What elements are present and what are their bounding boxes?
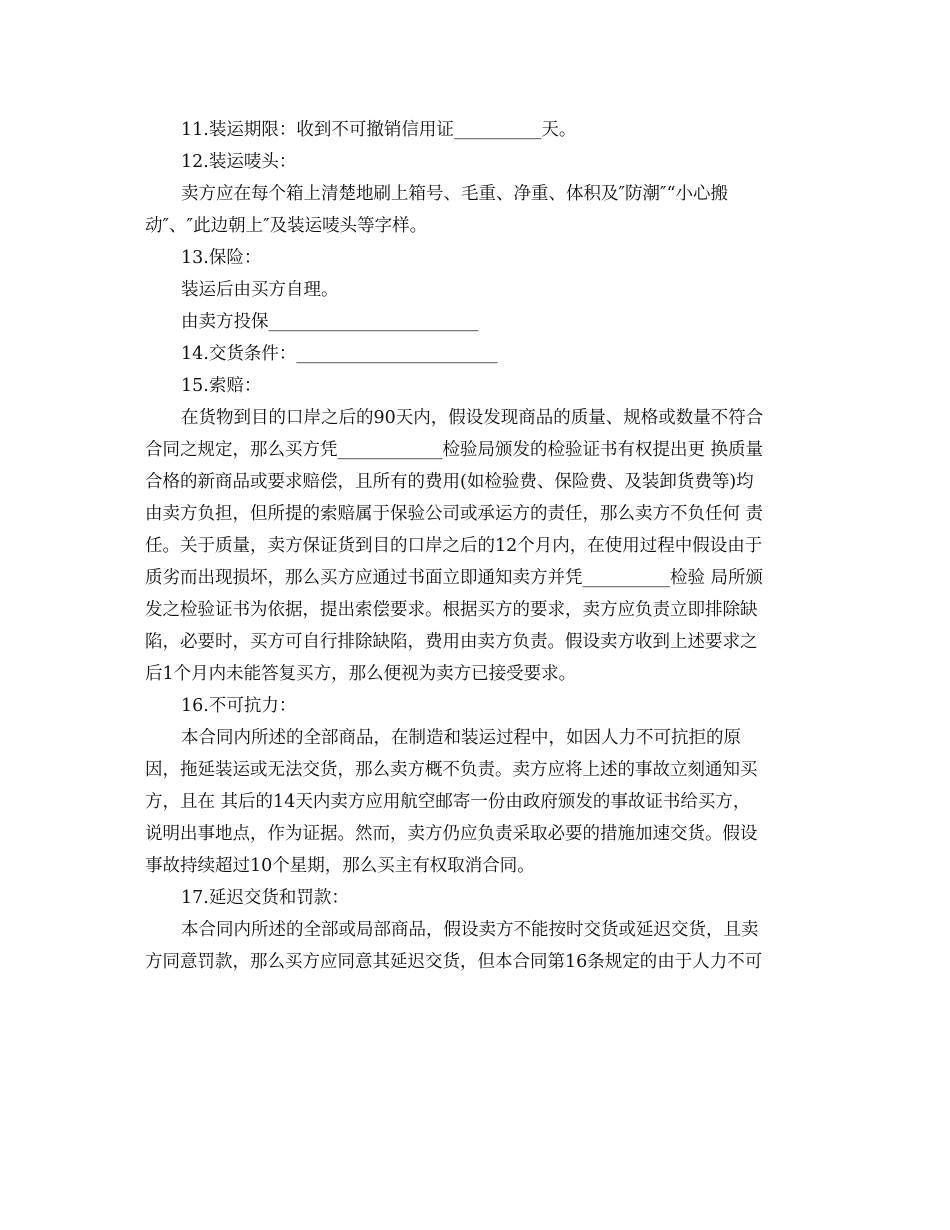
text-line: 方，且在 其后的14天内卖方应用航空邮寄一份由政府颁发的事故证书给买方， (145, 792, 751, 812)
text-line: 说明出事地点，作为证据。然而，卖方仍应负责采取必要的措施加速交货。假设 (145, 824, 758, 844)
text-line: 在货物到目的口岸之后的90天内，假设发现商品的质量、规格或数量不符合 (181, 408, 764, 428)
text-line: 发之检验证书为依据，提出索偿要求。根据买方的要求，卖方应负责立即排除缺 (145, 600, 758, 620)
text-line: 13.保险： (181, 248, 262, 268)
text-line: 动″、″此边朝上″及装运唛头等字样。 (145, 216, 428, 236)
text-line: 卖方应在每个箱上清楚地刷上箱号、毛重、净重、体积及″防潮″“小心搬 (181, 184, 729, 204)
text-line: 合格的新商品或要求赔偿，且所有的费用(如检验费、保险费、及装卸货费等)均 (145, 472, 754, 492)
text-line: 任。关于质量，卖方保证货到目的口岸之后的12个月内，在使用过程中假设由于 (145, 536, 763, 556)
text-line: 16.不可抗力： (181, 696, 297, 716)
text-line: 本合同内所述的全部或局部商品，假设卖方不能按时交货或延迟交货，且卖 (181, 920, 759, 940)
text-line: 11.装运期限：收到不可撤销信用证__________天。 (181, 120, 577, 140)
text-line: 方同意罚款，那么买方应同意其延迟交货，但本合同第16条规定的由于人力不可 (145, 952, 763, 972)
text-line: 由卖方负担，但所提的索赔属于保验公司或承运方的责任，那么卖方不负任何 责 (145, 504, 764, 524)
text-line: 12.装运唛头： (181, 152, 297, 172)
text-line: 本合同内所述的全部商品，在制造和装运过程中，如因人力不可抗拒的原 (181, 728, 741, 748)
text-line: 因，拖延装运或无法交货，那么卖方概不负责。卖方应将上述的事故立刻通知买 (145, 760, 758, 780)
text-line: 后1个月内未能答复买方，那么便视为卖方已接受要求。 (145, 664, 577, 684)
text-line: 15.索赔： (181, 376, 262, 396)
text-line: 17.延迟交货和罚款： (181, 888, 349, 908)
text-line: 装运后由买方自理。 (181, 280, 339, 300)
text-line: 陷，必要时，买方可自行排除缺陷，费用由卖方负责。假设卖方收到上述要求之 (145, 632, 758, 652)
text-line: 14.交货条件：_______________________ (181, 344, 498, 364)
text-line: 合同之规定，那么买方凭____________检验局颁发的检验证书有权提出更 换质量 (145, 440, 764, 460)
text-line: 由卖方投保________________________ (181, 312, 479, 332)
document-body (145, 114, 810, 978)
text-line: 事故持续超过10个星期，那么买主有权取消合同。 (145, 856, 535, 876)
text-line: 质劣而出现损坏，那么买方应通过书面立即通知卖方并凭__________检验 局所颁 (145, 568, 764, 588)
